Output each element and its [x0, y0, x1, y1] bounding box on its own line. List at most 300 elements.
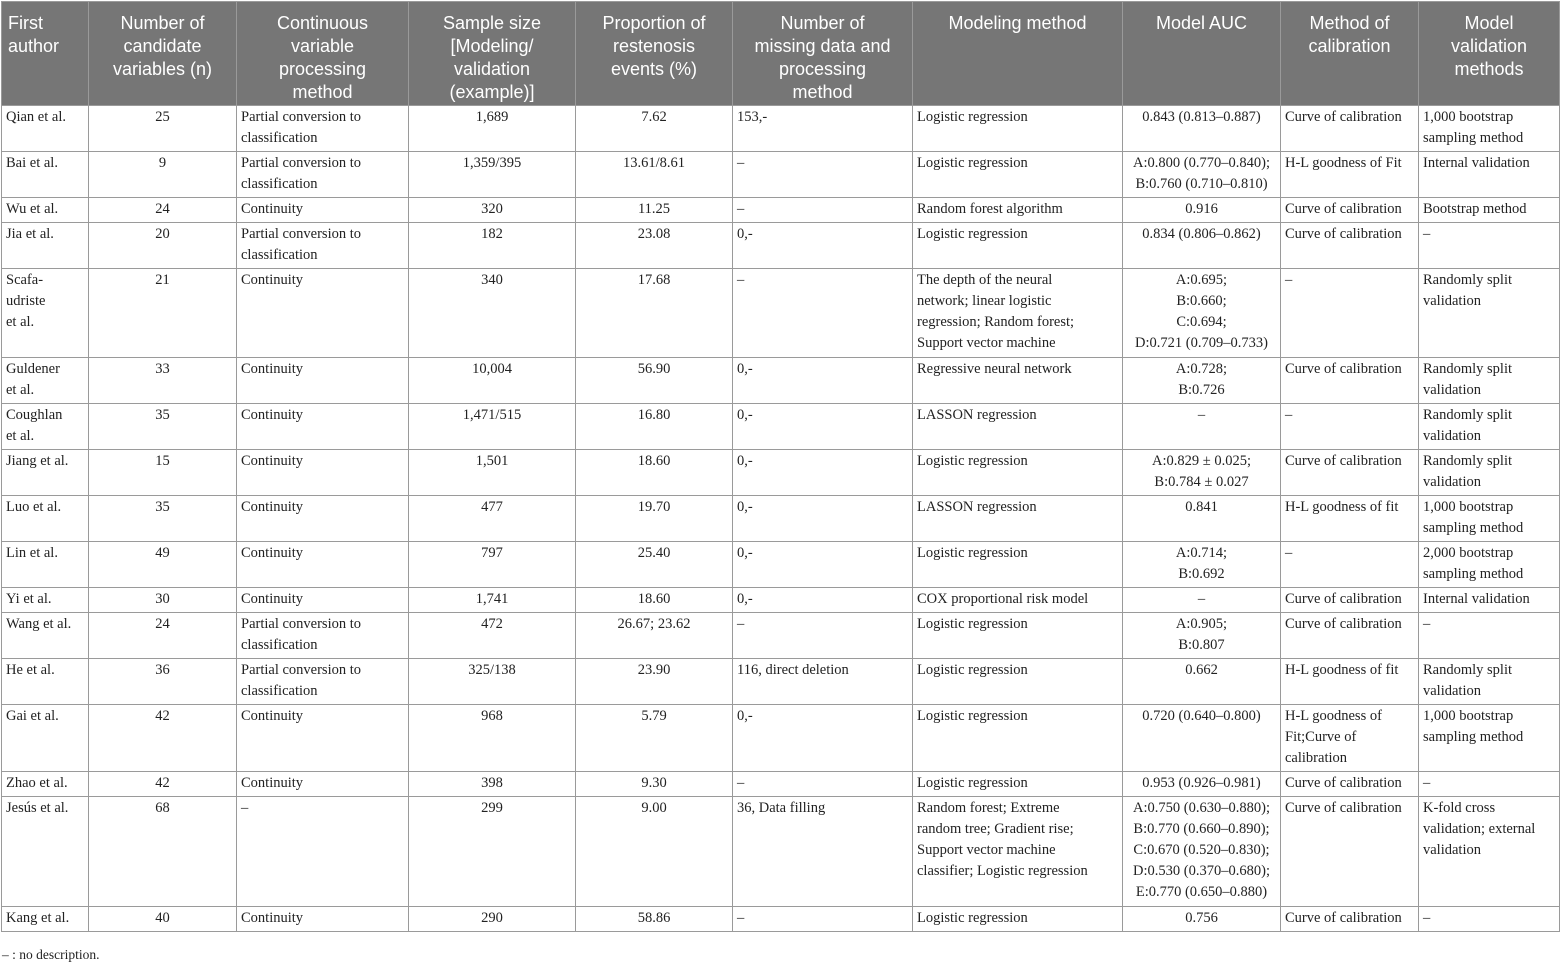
cell-line: Continuity — [241, 272, 304, 288]
cell-candidate-variables — [89, 613, 237, 659]
cell-calibration-method — [1281, 198, 1419, 223]
cell-calibration-method — [1281, 496, 1419, 542]
cell-calibration-method — [1281, 797, 1419, 907]
cell-line: H-L goodness of — [1285, 708, 1382, 724]
cell-line: 0.841 — [1185, 499, 1218, 515]
cell-calibration-method — [1281, 613, 1419, 659]
cell-restenosis-proportion — [576, 450, 733, 496]
cell-line: – — [737, 155, 745, 171]
table-row — [2, 404, 1560, 450]
cell-restenosis-proportion — [576, 269, 733, 358]
cell-line: H-L goodness of fit — [1285, 499, 1399, 515]
cell-line: C:0.694; — [1176, 314, 1227, 330]
cell-line: 56.90 — [637, 361, 671, 377]
cell-continuous-processing — [237, 450, 409, 496]
cell-missing-data — [733, 797, 913, 907]
cell-line: 30 — [155, 591, 170, 607]
cell-line: Logistic regression — [917, 109, 1028, 125]
cell-line: 40 — [155, 910, 170, 926]
cell-line: – — [737, 910, 745, 926]
cell-calibration-method — [1281, 705, 1419, 772]
cell-validation-methods — [1419, 659, 1560, 705]
cell-line: Randomly split — [1423, 361, 1513, 377]
header-modeling-method — [913, 2, 1123, 106]
cell-line: 0.834 (0.806–0.862) — [1142, 226, 1261, 242]
cell-line: 33 — [155, 361, 170, 377]
cell-line: 0.843 (0.813–0.887) — [1142, 109, 1261, 125]
cell-line: Logistic regression — [917, 155, 1028, 171]
cell-line: – — [1197, 591, 1206, 607]
cell-line: Curve of calibration — [1285, 361, 1402, 377]
cell-line: 1,000 bootstrap — [1423, 109, 1514, 125]
cell-continuous-processing — [237, 588, 409, 613]
header-model-auc — [1123, 2, 1281, 106]
cell-first-author — [2, 496, 89, 542]
cell-sample-size — [409, 198, 576, 223]
cell-line: processing — [778, 59, 867, 79]
cell-missing-data — [733, 223, 913, 269]
cell-line: – — [1197, 407, 1206, 423]
table-row — [2, 772, 1560, 797]
cell-line: – — [737, 616, 745, 632]
cell-model-auc — [1123, 613, 1281, 659]
cell-line: Continuity — [241, 910, 304, 926]
cell-line: sampling method — [1423, 130, 1524, 146]
cell-line: Wang et al. — [6, 616, 72, 632]
cell-sample-size — [409, 772, 576, 797]
cell-validation-methods — [1419, 198, 1560, 223]
cell-line: The depth of the neural — [917, 272, 1053, 288]
cell-sample-size — [409, 450, 576, 496]
cell-line: 15 — [155, 453, 170, 469]
cell-line: Curve of calibration — [1285, 800, 1402, 816]
cell-calibration-method — [1281, 659, 1419, 705]
cell-line: author — [8, 36, 60, 56]
table-row — [2, 588, 1560, 613]
cell-restenosis-proportion — [576, 198, 733, 223]
cell-validation-methods — [1419, 772, 1560, 797]
cell-line: 9.00 — [641, 800, 667, 816]
cell-line: Curve of calibration — [1285, 453, 1402, 469]
cell-line: Logistic regression — [917, 226, 1028, 242]
cell-calibration-method — [1281, 269, 1419, 358]
cell-line: LASSON regression — [917, 499, 1037, 515]
cell-line: validation — [1423, 428, 1481, 444]
cell-restenosis-proportion — [576, 152, 733, 198]
cell-line: et al. — [6, 428, 35, 444]
cell-line: network; linear logistic — [917, 293, 1052, 309]
cell-validation-methods — [1419, 907, 1560, 932]
table-row — [2, 358, 1560, 404]
cell-restenosis-proportion — [576, 772, 733, 797]
cell-line: Continuity — [241, 361, 304, 377]
cell-model-auc — [1123, 223, 1281, 269]
cell-line: Fit;Curve of — [1285, 729, 1357, 745]
cell-validation-methods — [1419, 705, 1560, 772]
cell-line: D:0.530 (0.370–0.680); — [1133, 863, 1270, 879]
table-row — [2, 198, 1560, 223]
cell-line: classification — [241, 683, 318, 699]
cell-line: – — [1285, 272, 1293, 288]
cell-line: Jesús et al. — [6, 800, 69, 816]
cell-line: 36 — [155, 662, 170, 678]
cell-line: Randomly split — [1423, 407, 1513, 423]
cell-line: classification — [241, 247, 318, 263]
cell-first-author — [2, 588, 89, 613]
table-row — [2, 106, 1560, 152]
cell-modeling-method — [913, 797, 1123, 907]
cell-candidate-variables — [89, 588, 237, 613]
cell-line: regression; Random forest; — [917, 314, 1075, 330]
cell-restenosis-proportion — [576, 613, 733, 659]
cell-line: 5.79 — [641, 708, 667, 724]
cell-line: Guldener — [6, 361, 60, 377]
cell-first-author — [2, 542, 89, 588]
cell-line: Logistic regression — [917, 910, 1028, 926]
cell-candidate-variables — [89, 496, 237, 542]
cell-first-author — [2, 659, 89, 705]
cell-line: 20 — [155, 226, 170, 242]
cell-line: A:0.829 ± 0.025; — [1152, 453, 1251, 469]
cell-line: Continuity — [241, 499, 304, 515]
cell-modeling-method — [913, 588, 1123, 613]
cell-line: 325/138 — [468, 662, 516, 678]
cell-validation-methods — [1419, 358, 1560, 404]
cell-sample-size — [409, 152, 576, 198]
table-body — [2, 106, 1560, 932]
cell-line: Randomly split — [1423, 453, 1513, 469]
cell-modeling-method — [913, 496, 1123, 542]
header-row — [2, 2, 1560, 106]
cell-sample-size — [409, 797, 576, 907]
cell-candidate-variables — [89, 659, 237, 705]
table-row — [2, 907, 1560, 932]
cell-calibration-method — [1281, 404, 1419, 450]
table-row — [2, 269, 1560, 358]
cell-line: validation; external — [1423, 821, 1536, 837]
cell-line: validation — [1423, 474, 1481, 490]
cell-restenosis-proportion — [576, 223, 733, 269]
cell-line: (example)] — [449, 82, 535, 102]
cell-model-auc — [1123, 588, 1281, 613]
cell-line: Logistic regression — [917, 708, 1028, 724]
cell-modeling-method — [913, 542, 1123, 588]
cell-candidate-variables — [89, 198, 237, 223]
cell-line: Continuity — [241, 201, 304, 217]
cell-line: Number of — [120, 13, 205, 33]
cell-line: 42 — [155, 775, 170, 791]
cell-line: method — [792, 82, 853, 102]
cell-line: Jia et al. — [6, 226, 54, 242]
cell-line: Curve of calibration — [1285, 775, 1402, 791]
cell-line: 0,- — [737, 407, 753, 423]
cell-line: validation — [1423, 683, 1481, 699]
cell-line: 10,004 — [472, 361, 512, 377]
cell-line: 797 — [481, 545, 503, 561]
cell-line: B:0.692 — [1178, 566, 1225, 582]
cell-missing-data — [733, 542, 913, 588]
cell-line: Continuity — [241, 453, 304, 469]
cell-restenosis-proportion — [576, 705, 733, 772]
cell-candidate-variables — [89, 404, 237, 450]
cell-line: – — [737, 775, 745, 791]
cell-line: Partial conversion to — [241, 226, 362, 242]
cell-sample-size — [409, 613, 576, 659]
cell-candidate-variables — [89, 358, 237, 404]
cell-first-author — [2, 772, 89, 797]
cell-model-auc — [1123, 797, 1281, 907]
cell-line: Gai et al. — [6, 708, 59, 724]
cell-line: 23.08 — [637, 226, 671, 242]
cell-line: 16.80 — [637, 407, 671, 423]
table-row — [2, 152, 1560, 198]
cell-model-auc — [1123, 705, 1281, 772]
cell-candidate-variables — [89, 450, 237, 496]
cell-line: 968 — [481, 708, 503, 724]
cell-candidate-variables — [89, 223, 237, 269]
cell-validation-methods — [1419, 797, 1560, 907]
cell-restenosis-proportion — [576, 907, 733, 932]
cell-line: calibration — [1285, 750, 1348, 766]
cell-calibration-method — [1281, 907, 1419, 932]
cell-continuous-processing — [237, 223, 409, 269]
cell-line: A:0.800 (0.770–0.840); — [1133, 155, 1270, 171]
table-row — [2, 542, 1560, 588]
cell-first-author — [2, 198, 89, 223]
cell-restenosis-proportion — [576, 542, 733, 588]
cell-line: Method of — [1309, 13, 1390, 33]
cell-line: C:0.670 (0.520–0.830); — [1133, 842, 1270, 858]
cell-line: 340 — [481, 272, 503, 288]
cell-line: 25 — [155, 109, 170, 125]
cell-line: Luo et al. — [6, 499, 62, 515]
cell-first-author — [2, 797, 89, 907]
cell-line: 25.40 — [637, 545, 671, 561]
data-table — [1, 1, 1560, 932]
cell-line: Zhao et al. — [6, 775, 68, 791]
cell-model-auc — [1123, 659, 1281, 705]
cell-line: 182 — [481, 226, 503, 242]
cell-line: H-L goodness of fit — [1285, 662, 1399, 678]
cell-candidate-variables — [89, 772, 237, 797]
cell-line: 477 — [481, 499, 503, 515]
cell-first-author — [2, 613, 89, 659]
cell-continuous-processing — [237, 404, 409, 450]
cell-line: – — [1423, 226, 1431, 242]
cell-line: method — [292, 82, 353, 102]
cell-missing-data — [733, 772, 913, 797]
cell-line: sampling method — [1423, 729, 1524, 745]
cell-missing-data — [733, 907, 913, 932]
cell-line: Lin et al. — [6, 545, 58, 561]
cell-calibration-method — [1281, 542, 1419, 588]
cell-sample-size — [409, 542, 576, 588]
cell-missing-data — [733, 705, 913, 772]
cell-line: 1,000 bootstrap — [1423, 708, 1514, 724]
cell-candidate-variables — [89, 269, 237, 358]
cell-continuous-processing — [237, 907, 409, 932]
cell-line: 0,- — [737, 591, 753, 607]
cell-line: 58.86 — [637, 910, 671, 926]
cell-line: Curve of calibration — [1285, 910, 1402, 926]
cell-line: 0.720 (0.640–0.800) — [1142, 708, 1261, 724]
cell-missing-data — [733, 659, 913, 705]
cell-candidate-variables — [89, 907, 237, 932]
cell-line: Curve of calibration — [1285, 226, 1402, 242]
cell-line: Curve of calibration — [1285, 591, 1402, 607]
cell-validation-methods — [1419, 588, 1560, 613]
cell-calibration-method — [1281, 450, 1419, 496]
cell-validation-methods — [1419, 106, 1560, 152]
cell-line: D:0.721 (0.709–0.733) — [1135, 335, 1268, 351]
cell-validation-methods — [1419, 404, 1560, 450]
cell-validation-methods — [1419, 496, 1560, 542]
cell-line: Internal validation — [1423, 591, 1530, 607]
cell-line: – — [737, 272, 745, 288]
cell-calibration-method — [1281, 772, 1419, 797]
cell-line: 0,- — [737, 499, 753, 515]
cell-line: classification — [241, 176, 318, 192]
cell-line: classifier; Logistic regression — [917, 863, 1088, 879]
cell-line: A:0.695; — [1175, 272, 1228, 288]
cell-modeling-method — [913, 358, 1123, 404]
cell-line: Random forest algorithm — [917, 201, 1063, 217]
cell-line: 1,689 — [475, 109, 509, 125]
cell-line: 9.30 — [641, 775, 667, 791]
table-footnote: – : no description. — [2, 947, 100, 962]
cell-line: 0.756 — [1185, 910, 1218, 926]
cell-restenosis-proportion — [576, 358, 733, 404]
cell-line: Logistic regression — [917, 545, 1028, 561]
cell-first-author — [2, 223, 89, 269]
table-row — [2, 223, 1560, 269]
cell-line: classification — [241, 637, 318, 653]
cell-line: – — [1423, 910, 1431, 926]
cell-line: 2,000 bootstrap — [1423, 545, 1514, 561]
cell-modeling-method — [913, 450, 1123, 496]
header-missing-data — [733, 2, 913, 106]
cell-line: 35 — [155, 499, 170, 515]
cell-line: variables (n) — [112, 59, 213, 79]
cell-continuous-processing — [237, 613, 409, 659]
cell-line: A:0.728; — [1175, 361, 1228, 377]
cell-line: Randomly split — [1423, 272, 1513, 288]
cell-continuous-processing — [237, 705, 409, 772]
cell-calibration-method — [1281, 588, 1419, 613]
cell-line: Support vector machine — [917, 335, 1056, 351]
cell-line: – — [241, 800, 249, 816]
cell-validation-methods — [1419, 450, 1560, 496]
cell-line: variable — [290, 36, 355, 56]
cell-calibration-method — [1281, 106, 1419, 152]
cell-line: 18.60 — [637, 591, 671, 607]
cell-line: methods — [1454, 59, 1524, 79]
cell-line: A:0.905; — [1175, 616, 1228, 632]
cell-line: candidate — [123, 36, 202, 56]
header-restenosis-proportion — [576, 2, 733, 106]
cell-missing-data — [733, 613, 913, 659]
cell-line: 472 — [481, 616, 503, 632]
cell-missing-data — [733, 269, 913, 358]
cell-line: 398 — [481, 775, 503, 791]
header-calibration-method — [1281, 2, 1419, 106]
cell-calibration-method — [1281, 223, 1419, 269]
cell-continuous-processing — [237, 152, 409, 198]
cell-line: sampling method — [1423, 520, 1524, 536]
cell-model-auc — [1123, 269, 1281, 358]
cell-line: 24 — [155, 616, 170, 632]
cell-modeling-method — [913, 659, 1123, 705]
cell-first-author — [2, 269, 89, 358]
table-row — [2, 496, 1560, 542]
cell-validation-methods — [1419, 613, 1560, 659]
cell-sample-size — [409, 223, 576, 269]
cell-candidate-variables — [89, 705, 237, 772]
cell-line: Internal validation — [1423, 155, 1530, 171]
cell-continuous-processing — [237, 659, 409, 705]
cell-model-auc — [1123, 450, 1281, 496]
cell-line: 21 — [155, 272, 170, 288]
cell-line: 116, direct deletion — [737, 662, 849, 678]
cell-first-author — [2, 152, 89, 198]
cell-line: Curve of calibration — [1285, 201, 1402, 217]
cell-line: COX proportional risk model — [917, 591, 1089, 607]
cell-model-auc — [1123, 542, 1281, 588]
cell-line: 17.68 — [637, 272, 671, 288]
cell-model-auc — [1123, 404, 1281, 450]
cell-line: Scafa- — [6, 272, 44, 288]
cell-validation-methods — [1419, 542, 1560, 588]
table-row — [2, 613, 1560, 659]
cell-candidate-variables — [89, 106, 237, 152]
cell-restenosis-proportion — [576, 106, 733, 152]
cell-line: Continuous — [276, 13, 369, 33]
cell-continuous-processing — [237, 772, 409, 797]
cell-line: 1,000 bootstrap — [1423, 499, 1514, 515]
cell-validation-methods — [1419, 152, 1560, 198]
cell-line: 24 — [155, 201, 170, 217]
cell-model-auc — [1123, 106, 1281, 152]
cell-restenosis-proportion — [576, 797, 733, 907]
cell-candidate-variables — [89, 542, 237, 588]
cell-missing-data — [733, 152, 913, 198]
cell-line: 23.90 — [637, 662, 671, 678]
cell-restenosis-proportion — [576, 496, 733, 542]
cell-line: E:0.770 (0.650–0.880) — [1135, 884, 1268, 900]
cell-missing-data — [733, 450, 913, 496]
cell-line: events (%) — [610, 59, 698, 79]
cell-line: validation — [1423, 382, 1481, 398]
cell-line: Randomly split — [1423, 662, 1513, 678]
cell-continuous-processing — [237, 797, 409, 907]
cell-line: 299 — [481, 800, 503, 816]
cell-first-author — [2, 907, 89, 932]
cell-restenosis-proportion — [576, 659, 733, 705]
cell-continuous-processing — [237, 358, 409, 404]
cell-line: Partial conversion to — [241, 662, 362, 678]
cell-validation-methods — [1419, 269, 1560, 358]
cell-line: validation — [453, 59, 531, 79]
cell-line: Continuity — [241, 775, 304, 791]
cell-validation-methods — [1419, 223, 1560, 269]
cell-missing-data — [733, 588, 913, 613]
cell-line: He et al. — [6, 662, 55, 678]
cell-line: Partial conversion to — [241, 155, 362, 171]
cell-line: Sample size — [442, 13, 542, 33]
cell-missing-data — [733, 106, 913, 152]
cell-line: 0,- — [737, 708, 753, 724]
cell-modeling-method — [913, 269, 1123, 358]
